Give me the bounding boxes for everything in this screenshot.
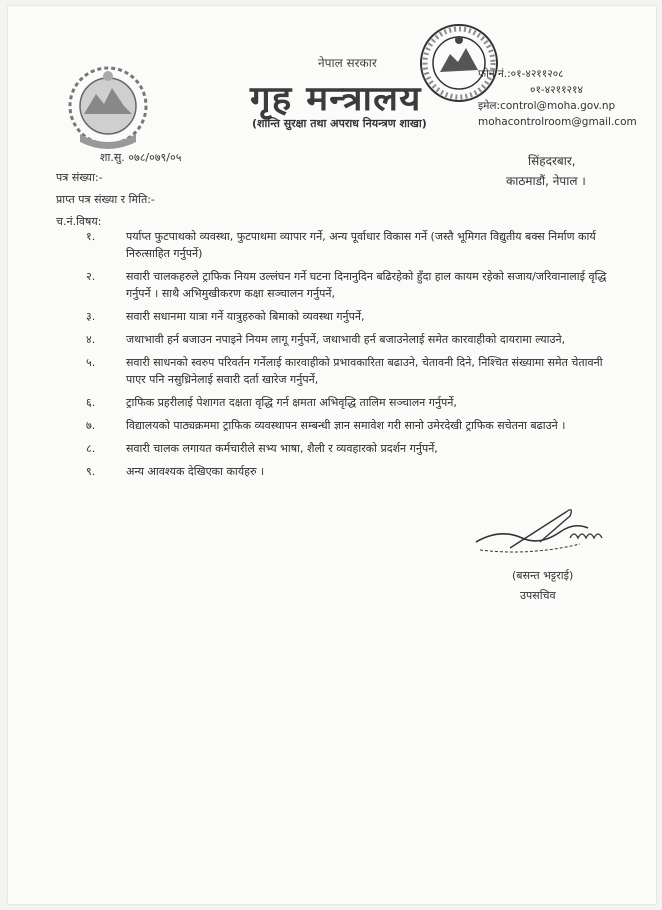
government-heading: नेपाल सरकार <box>318 56 377 70</box>
list-item <box>56 440 616 457</box>
received-letter-label: प्राप्त पत्र संख्या र मिति:- <box>56 193 155 206</box>
place-name: सिंहदरबार, <box>528 154 576 168</box>
item-number: ३. <box>86 310 96 323</box>
email-secondary: mohacontrolroom@gmail.com <box>478 116 637 128</box>
item-text: पर्याप्त फुटपाथको व्यवस्था, फुटपाथमा व्यापार गर्ने, अन्य पूर्वाधार विकास गर्ने (जस्तै भूमिगत विद्युतीय बक्स निर्माण कार्य निरुत्साहित गर्नुपर्ने) <box>126 230 596 260</box>
item-text: सवारी चालकहरुले ट्राफिक नियम उल्लंघन गर्ने घटना दिनानुदिन बढिरहेको हुँदा हाल कायम रहेको सजाय/जरिवानालाई वृद्धि गर्नुपर्ने । साथै अभिमुखीकरण कक्षा सञ्चालन गर्नुपर्ने, <box>126 270 607 300</box>
signatory-name: (बसन्त भट्टराई) <box>512 569 574 582</box>
item-text: सवारी साधनको स्वरुप परिवर्तन गर्नेलाई कारवाहीको प्रभावकारिता बढाउने, चेतावनी दिने, निश्चित संख्यामा समेत चेतावनी पाएर पनि नसुध्रिनेलाई सवारी दर्ता खारेज गर्नुपर्ने, <box>126 356 603 386</box>
item-text: सवारी चालक लगायत कर्मचारीले सभ्य भाषा, शैली र व्यवहारको प्रदर्शन गर्नुपर्ने, <box>126 442 438 455</box>
item-number: ६. <box>86 396 96 409</box>
list-item <box>56 354 616 388</box>
item-text: विद्यालयको पाठ्यक्रममा ट्राफिक व्यवस्थापन सम्बन्धी ज्ञान समावेश गरी सानो उमेरदेखी ट्राफिक सचेतना बढाउने । <box>126 419 566 432</box>
item-number: १. <box>86 230 96 243</box>
reference-dateline: शा.सु. ०७८/०७९/०५ <box>100 151 182 164</box>
item-number: २. <box>86 270 96 283</box>
item-number: ८. <box>86 442 96 455</box>
letter-number-label: पत्र संख्या:- <box>56 171 103 184</box>
list-item <box>56 308 616 325</box>
point-list <box>56 228 616 486</box>
item-text: जथाभावी हर्न बजाउन नपाइने नियम लागू गर्नुपर्ने, जथाभावी हर्न बजाउनेलाई समेत कारवाहीको दायरामा ल्याउने, <box>126 333 566 346</box>
list-item <box>56 463 616 480</box>
list-item <box>56 331 616 348</box>
city-name: काठमाडौं, नेपाल । <box>506 174 586 188</box>
item-text: ट्राफिक प्रहरीलाई पेशागत दक्षता वृद्धि गर्न क्षमता अभिवृद्धि तालिम सञ्चालन गर्नुपर्ने, <box>126 396 457 409</box>
contact-block <box>478 66 637 130</box>
subject-label: च.नं.विषय: <box>56 215 102 228</box>
item-number: ५. <box>86 356 96 369</box>
list-item <box>56 394 616 411</box>
handwritten-signature <box>470 498 620 568</box>
item-text: सवारी सधानमा यात्रा गर्ने यात्रुहरुको बिमाको व्यवस्था गर्नुपर्ने, <box>126 310 365 323</box>
item-number: ७. <box>86 419 96 432</box>
nepal-emblem-icon <box>60 62 156 152</box>
phone-number-2: ०१-४२११२१४ <box>530 84 583 96</box>
list-item <box>56 268 616 302</box>
item-text: अन्य आवश्यक देखिएका कार्यहरु । <box>126 465 265 478</box>
list-item <box>56 228 616 262</box>
division-subtitle: (शान्ति सुरक्षा तथा अपराध नियन्त्रण शाखा) <box>252 117 427 130</box>
item-number: ९. <box>86 465 96 478</box>
ministry-title: गृह मन्त्रालय <box>250 79 422 119</box>
email-primary: इमेल:control@moha.gov.np <box>478 100 616 112</box>
item-number: ४. <box>86 333 96 346</box>
list-item <box>56 417 616 434</box>
signatory-title: उपसचिव <box>520 589 556 602</box>
phone-number: फोन नं.:०१-४२११२०८ <box>478 68 564 80</box>
